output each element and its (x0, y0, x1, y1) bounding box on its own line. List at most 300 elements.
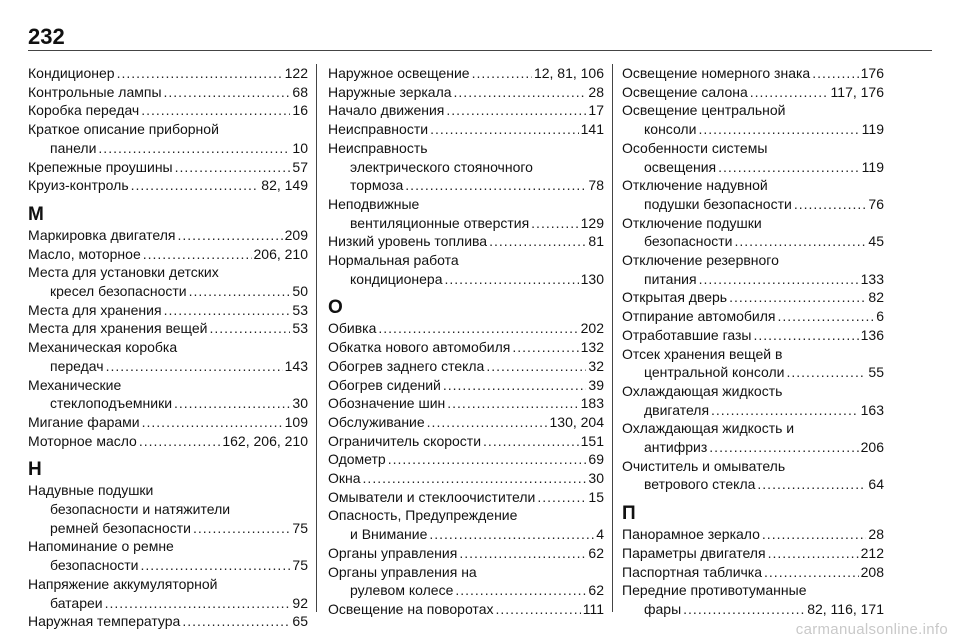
dot-leader (750, 83, 829, 102)
dot-leader (98, 139, 290, 158)
page-reference[interactable]: 4 (596, 526, 604, 543)
index-entry-line (28, 594, 308, 613)
index-term: Масло, моторное (28, 245, 141, 262)
dot-leader (178, 226, 283, 245)
page-reference[interactable]: 15 (588, 488, 604, 505)
index-term: Обкатка нового автомобиля (328, 339, 511, 356)
index-entry-line (28, 282, 308, 301)
page-reference[interactable]: 16 (292, 102, 308, 119)
index-entry-line (328, 581, 604, 600)
dot-leader (472, 64, 532, 83)
dot-leader (174, 394, 290, 413)
index-term: Отключение резервного (622, 252, 779, 269)
index-term: Охлаждающая жидкость (622, 382, 783, 399)
index-term: Кондиционер (28, 65, 115, 81)
index-entry-line (28, 176, 308, 195)
page-reference[interactable]: 55 (868, 364, 884, 381)
index-entry[interactable] (28, 612, 308, 631)
page-reference[interactable]: 30 (588, 470, 604, 487)
index-entry[interactable] (28, 83, 308, 102)
index-entry[interactable] (622, 64, 884, 83)
dot-leader (105, 594, 291, 613)
index-entry-line (328, 251, 604, 270)
index-term: освещения (644, 158, 717, 175)
index-term: Обозначение шин (328, 395, 446, 412)
index-entry-line (622, 270, 884, 289)
dot-leader (762, 525, 867, 544)
index-entry[interactable] (28, 226, 308, 245)
page-reference[interactable]: 39 (588, 376, 604, 393)
index-entry-line (622, 101, 884, 120)
page-reference[interactable]: 206 (860, 439, 884, 456)
index-entry-line (622, 457, 884, 476)
index-entry[interactable] (28, 263, 308, 300)
index-entry[interactable] (622, 581, 884, 618)
page-reference[interactable]: 68 (292, 83, 308, 100)
page-reference[interactable]: 82, 149 (261, 177, 308, 194)
index-entry-line (328, 232, 604, 251)
index-entry-line (28, 158, 308, 177)
page-reference[interactable]: 143 (284, 357, 308, 374)
index-entry-line (328, 83, 604, 102)
page-reference[interactable]: 209 (284, 226, 308, 243)
index-entry[interactable] (328, 469, 604, 488)
dot-leader (764, 563, 859, 582)
index-term: Освещение салона (622, 83, 748, 100)
index-term: Маркировка двигателя (28, 226, 176, 243)
index-term: Неподвижные (328, 195, 420, 212)
page-reference[interactable]: 75 (292, 519, 308, 536)
page-reference[interactable]: 81 (588, 233, 604, 250)
index-entry-line (622, 438, 884, 457)
dot-leader (483, 432, 579, 451)
index-entry[interactable] (28, 245, 308, 264)
index-entry-line (28, 245, 308, 264)
page-reference[interactable]: 53 (292, 320, 308, 337)
index-term: Ограничитель скорости (328, 432, 482, 449)
index-term: Одометр (328, 451, 386, 468)
index-entry-line (28, 263, 308, 282)
index-entry[interactable] (28, 101, 308, 120)
page-reference[interactable]: 28 (588, 83, 604, 100)
page-reference[interactable]: 64 (868, 476, 884, 493)
dot-leader (117, 64, 283, 83)
index-entry[interactable] (328, 319, 604, 338)
index-entry-line (622, 232, 884, 251)
page-reference[interactable]: 62 (588, 582, 604, 599)
dot-leader (427, 413, 548, 432)
index-entry-line (622, 525, 884, 544)
index-entry[interactable] (328, 506, 604, 543)
index-entry[interactable] (28, 64, 308, 83)
index-entry-line (328, 563, 604, 582)
index-term: Моторное масло (28, 432, 137, 449)
index-entry-line (622, 214, 884, 233)
page-reference[interactable]: 6 (876, 308, 884, 325)
index-entry-line (328, 270, 604, 289)
index-term: консоли (644, 121, 697, 138)
page-reference[interactable]: 28 (868, 526, 884, 543)
index-entry-line (622, 83, 884, 102)
index-entry-line (622, 363, 884, 382)
column-divider (612, 64, 613, 612)
page-reference[interactable]: 163 (860, 401, 884, 418)
page-reference[interactable]: 65 (292, 613, 308, 630)
dot-leader (139, 432, 221, 451)
dot-leader (718, 158, 860, 177)
index-entry[interactable] (328, 600, 604, 619)
index-entry[interactable] (28, 120, 308, 157)
index-entry[interactable] (328, 120, 604, 139)
index-entry-line (28, 612, 308, 631)
dot-leader (131, 176, 260, 195)
index-entry[interactable] (622, 251, 884, 288)
index-term: Отсек хранения вещей в (622, 345, 783, 362)
index-entry[interactable] (328, 432, 604, 451)
index-entry[interactable] (328, 232, 604, 251)
index-term: тормоза (350, 177, 404, 194)
index-entry-line (328, 214, 604, 233)
page-reference[interactable]: 117, 176 (830, 83, 884, 100)
index-entry[interactable] (328, 139, 604, 195)
dot-leader (454, 83, 587, 102)
index-entry-line (622, 307, 884, 326)
index-entry[interactable] (622, 345, 884, 382)
index-entry-line (328, 506, 604, 525)
index-term: Механическая коробка (28, 339, 178, 356)
index-entry[interactable] (328, 544, 604, 563)
index-entry[interactable] (622, 83, 884, 102)
page-reference[interactable]: 119 (861, 121, 884, 138)
index-entry-line (328, 394, 604, 413)
index-entry-line (622, 563, 884, 582)
index-entry[interactable] (622, 307, 884, 326)
page-reference[interactable]: 32 (588, 357, 604, 374)
page-reference[interactable]: 130, 204 (549, 413, 604, 430)
index-term: Неисправности (328, 121, 429, 138)
index-entry-line (328, 544, 604, 563)
index-entry-line (328, 176, 604, 195)
index-term: Панорамное зеркало (622, 526, 760, 543)
index-entry[interactable] (328, 450, 604, 469)
page-reference[interactable]: 136 (860, 326, 884, 343)
index-entry-line (328, 525, 604, 544)
page-reference[interactable]: 132 (580, 339, 604, 356)
index-entry[interactable] (328, 488, 604, 507)
index-column-1 (28, 64, 308, 631)
index-entry-line (622, 139, 884, 158)
index-term: электрического стояночного (350, 158, 533, 175)
index-term: Низкий уровень топлива (328, 233, 488, 250)
index-term: вентиляционные отверстия (350, 214, 530, 231)
index-entry[interactable] (28, 481, 308, 537)
page-reference[interactable]: 130 (580, 270, 604, 287)
page-reference[interactable]: 202 (580, 320, 604, 337)
index-entry[interactable] (622, 419, 884, 456)
page-reference[interactable]: 82 (868, 289, 884, 306)
page-reference[interactable]: 78 (588, 177, 604, 194)
index-term: Крепежные проушины (28, 158, 173, 175)
index-term: Надувные подушки (28, 482, 154, 499)
index-term: Наружные зеркала (328, 83, 452, 100)
index-term: рулевом колесе (350, 582, 454, 599)
index-term: Освещение номерного знака (622, 65, 811, 81)
dot-leader (193, 519, 290, 538)
index-entry-line (328, 64, 604, 83)
index-entry-line (622, 176, 884, 195)
dot-leader (495, 600, 580, 619)
page-reference[interactable]: 122 (284, 65, 308, 81)
index-entry-line (28, 500, 308, 519)
index-entry[interactable] (28, 432, 308, 451)
index-entry[interactable] (28, 575, 308, 612)
dot-leader (699, 270, 859, 289)
index-term: Особенности системы (622, 139, 768, 156)
page-reference[interactable]: 30 (292, 395, 308, 412)
section-letter: Н (28, 459, 42, 481)
index-entry[interactable] (28, 413, 308, 432)
page-reference[interactable]: 12, 81, 106 (533, 65, 604, 81)
index-term: подушки безопасности (644, 195, 792, 212)
index-entry[interactable] (328, 394, 604, 413)
index-term: Напоминание о ремне (28, 538, 174, 555)
page-reference[interactable]: 62 (588, 544, 604, 561)
page-reference[interactable]: 109 (284, 413, 308, 430)
index-term: Омыватели и стеклоочистители (328, 488, 536, 505)
index-term: Отработавшие газы (622, 326, 752, 343)
index-term: безопасности (644, 233, 733, 250)
index-term: Окна (328, 470, 361, 487)
index-entry[interactable] (622, 525, 884, 544)
index-term: Коробка передач (28, 102, 140, 119)
index-entry-line (622, 401, 884, 420)
index-entry[interactable] (622, 544, 884, 563)
column-divider (316, 64, 317, 612)
page-reference[interactable]: 119 (861, 158, 884, 175)
dot-leader (537, 488, 586, 507)
dot-leader (175, 158, 291, 177)
index-entry[interactable] (28, 176, 308, 195)
dot-leader (363, 469, 587, 488)
index-entry[interactable] (328, 563, 604, 600)
index-term: центральной консоли (644, 364, 785, 381)
dot-leader (486, 357, 586, 376)
dot-leader (729, 288, 866, 307)
index-term: ветрового стекла (644, 476, 756, 493)
page-reference[interactable]: 141 (580, 121, 604, 138)
index-entry[interactable] (328, 357, 604, 376)
section-letter: О (328, 297, 343, 319)
index-entry-line (622, 581, 884, 600)
index-entry-line (622, 600, 884, 619)
page-reference[interactable]: 151 (580, 432, 604, 449)
dot-leader (143, 245, 252, 264)
page-reference[interactable]: 162, 206, 210 (222, 432, 308, 449)
dot-leader (164, 83, 291, 102)
index-entry-line (328, 413, 604, 432)
index-term: питания (644, 270, 697, 287)
index-entry[interactable] (28, 338, 308, 375)
index-entry-line (28, 64, 308, 83)
index-term: передач (50, 357, 104, 374)
index-entry-line (622, 475, 884, 494)
index-entry-line (622, 288, 884, 307)
dot-leader (141, 101, 290, 120)
index-term: Опасность, Предупреждение (328, 507, 518, 524)
dot-leader (812, 64, 858, 83)
index-entry-line (622, 419, 884, 438)
index-term: Краткое описание приборной (28, 121, 219, 138)
index-term: Параметры двигателя (622, 544, 766, 561)
index-entry-line (328, 488, 604, 507)
index-term: фары (644, 600, 682, 617)
index-entry[interactable] (328, 64, 604, 83)
index-entry[interactable] (28, 376, 308, 413)
index-entry[interactable] (328, 413, 604, 432)
dot-leader (447, 394, 578, 413)
index-column-3 (622, 64, 884, 619)
dot-leader (698, 120, 859, 139)
page-reference[interactable]: 17 (588, 102, 604, 119)
index-entry[interactable] (622, 288, 884, 307)
index-term: Контрольные лампы (28, 83, 162, 100)
index-entry-line (28, 83, 308, 102)
dot-leader (141, 556, 291, 575)
page-reference[interactable]: 69 (588, 451, 604, 468)
index-entry[interactable] (28, 537, 308, 574)
dot-leader (459, 544, 586, 563)
index-term: Органы управления (328, 544, 458, 561)
index-term: Наружное освещение (328, 65, 470, 81)
page-reference[interactable]: 53 (292, 301, 308, 318)
dot-leader (182, 612, 290, 631)
index-entry-line (28, 575, 308, 594)
index-entry[interactable] (328, 83, 604, 102)
page-reference[interactable]: 212 (860, 544, 884, 561)
page-reference[interactable]: 133 (860, 270, 884, 287)
index-entry[interactable] (328, 338, 604, 357)
index-term: Отключение подушки (622, 214, 762, 231)
index-entry[interactable] (28, 158, 308, 177)
page-reference[interactable]: 111 (582, 600, 604, 617)
index-term: Механические (28, 376, 122, 393)
index-entry[interactable] (622, 326, 884, 345)
index-entry[interactable] (622, 214, 884, 251)
page-reference[interactable]: 208 (860, 563, 884, 580)
page-reference[interactable]: 82, 116, 171 (807, 600, 884, 617)
index-entry-line (28, 101, 308, 120)
index-entry[interactable] (622, 382, 884, 419)
index-term: Мигание фарами (28, 413, 140, 430)
index-entry-line (328, 139, 604, 158)
index-entry-line (28, 139, 308, 158)
index-entry-line (622, 382, 884, 401)
index-entry-line (28, 519, 308, 538)
dot-leader (735, 232, 867, 251)
index-term: Передние противотуманные (622, 582, 807, 599)
index-entry[interactable] (28, 319, 308, 338)
index-entry[interactable] (622, 139, 884, 176)
index-entry-line (622, 158, 884, 177)
index-entry-line (622, 195, 884, 214)
index-entry[interactable] (28, 301, 308, 320)
index-entry-line (328, 600, 604, 619)
dot-leader (711, 401, 859, 420)
dot-leader (709, 438, 858, 457)
index-term: Нормальная работа (328, 252, 459, 269)
index-entry-line (328, 195, 604, 214)
dot-leader (445, 270, 579, 289)
page-reference[interactable]: 57 (292, 158, 308, 175)
page-reference[interactable]: 129 (580, 214, 604, 231)
index-entry-line (328, 357, 604, 376)
index-entry-line (28, 413, 308, 432)
dot-leader (768, 544, 859, 563)
index-term: кресел безопасности (50, 283, 187, 300)
index-entry[interactable] (328, 251, 604, 288)
dot-leader (378, 319, 578, 338)
index-term: Охлаждающая жидкость и (622, 420, 795, 437)
index-term: Места для хранения вещей (28, 320, 208, 337)
index-entry[interactable] (622, 176, 884, 213)
page-reference[interactable]: 45 (868, 233, 884, 250)
dot-leader (142, 413, 283, 432)
dot-leader (210, 319, 291, 338)
dot-leader (683, 600, 805, 619)
index-term: Наружная температура (28, 613, 181, 630)
index-entry-line (328, 469, 604, 488)
index-entry-line (28, 376, 308, 395)
index-term: Отключение надувной (622, 177, 768, 194)
index-entry[interactable] (622, 457, 884, 494)
page-reference[interactable]: 176 (860, 65, 884, 81)
index-term: антифриз (644, 439, 708, 456)
index-entry-line (28, 537, 308, 556)
page-reference[interactable]: 75 (292, 557, 308, 574)
index-entry-line (28, 301, 308, 320)
watermark-footer: carmanualsonline.info (795, 621, 948, 638)
index-term: кондиционера (350, 270, 443, 287)
index-entry-line (328, 450, 604, 469)
index-term: стеклоподъемники (50, 395, 173, 412)
index-entry[interactable] (328, 376, 604, 395)
page-reference[interactable]: 50 (292, 283, 308, 300)
index-term: Обслуживание (328, 413, 425, 430)
index-entry[interactable] (622, 563, 884, 582)
index-entry-line (28, 226, 308, 245)
index-term: безопасности (50, 557, 139, 574)
page-reference[interactable]: 76 (868, 195, 884, 212)
dot-leader (429, 525, 594, 544)
dot-leader (794, 195, 867, 214)
index-term: Паспортная табличка (622, 563, 763, 580)
dot-leader (446, 101, 586, 120)
index-entry-line (28, 338, 308, 357)
header-rule (28, 50, 932, 51)
index-entry[interactable] (328, 101, 604, 120)
page-reference[interactable]: 206, 210 (253, 245, 308, 262)
index-entry[interactable] (622, 101, 884, 138)
index-entry-line (28, 319, 308, 338)
index-entry-line (28, 120, 308, 139)
page-reference[interactable]: 183 (580, 395, 604, 412)
page-reference[interactable]: 92 (292, 594, 308, 611)
page-reference[interactable]: 10 (292, 139, 308, 156)
index-term: Неисправность (328, 139, 428, 156)
index-entry[interactable] (328, 195, 604, 232)
dot-leader (786, 363, 866, 382)
dot-leader (189, 282, 291, 301)
